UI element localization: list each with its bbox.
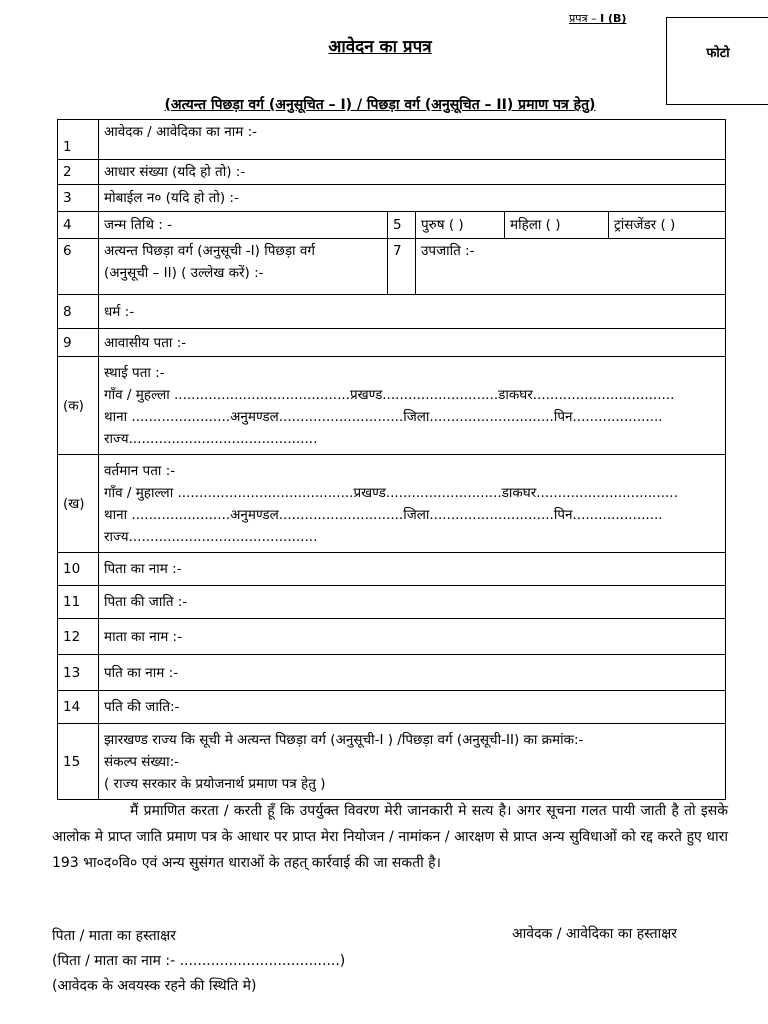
father-name-field[interactable]: पिता का नाम :- xyxy=(99,553,726,586)
row-number: 13 xyxy=(58,655,99,691)
table-row xyxy=(58,655,726,691)
current-address-label: वर्तमान पता :- xyxy=(104,462,176,479)
current-address-village-line: गाँव / मुहाल्ला .........................................प्रखण्ड...........................डाकघर................................. xyxy=(104,484,678,501)
declaration-text: मैं प्रमाणित करता / करती हूँ कि उपर्युक्त विवरण मेरी जानकारी मे सत्य है। अगर सूचना गलत पायी जाती है तो इसके आलोक मे प्राप्त जाति प्रमाण पत्र के आधार पर प्राप्त मेरा नियोजन / नामांकन / आरक्षण से प्राप्त अन्य सुविधाओं को रद्द करते हुए धारा 193 भा०द०वि० एवं अन्य सुसंगत धाराओं के तहत् कार्रवाई की जा सकती है। xyxy=(52,803,728,871)
table-row xyxy=(58,239,726,295)
applicant-signature-label: आवेदक / आवेदिका का हस्ताक्षर xyxy=(512,926,677,942)
subcaste-field[interactable]: उपजाति :- xyxy=(416,239,726,295)
form-number-code: I (B) xyxy=(600,12,627,25)
row-number: 3 xyxy=(58,185,99,212)
photo-label: फोटो xyxy=(706,46,730,61)
resolution-number-line: संकल्प संख्या:- xyxy=(104,753,180,770)
state-list-serial-line: झारखण्ड राज्य कि सूची मे अत्यन्त पिछड़ा वर्ग (अनुसूची-I ) /पिछड़ा वर्ग (अनुसूची-II) का क्रमांक:- xyxy=(104,731,584,748)
aadhaar-field[interactable]: आधार संख्या (यदि हो तो) :- xyxy=(99,160,726,185)
husband-caste-field[interactable]: पति की जाति:- xyxy=(99,691,726,724)
permanent-address-field[interactable] xyxy=(99,357,726,455)
row-number: 7 xyxy=(388,239,416,295)
application-form-table xyxy=(57,119,726,800)
table-row xyxy=(58,586,726,619)
table-row xyxy=(58,691,726,724)
parent-signature-label: पिता / माता का हस्ताक्षर xyxy=(52,928,176,944)
state-purpose-note: ( राज्य सरकार के प्रयोजनार्थ प्रमाण पत्र हेतु ) xyxy=(104,775,326,792)
row-number: 1 xyxy=(58,120,99,160)
table-row xyxy=(58,160,726,185)
religion-field[interactable]: धर्म :- xyxy=(99,295,726,329)
photo-box xyxy=(666,17,768,105)
row-number: 8 xyxy=(58,295,99,329)
row-number: 2 xyxy=(58,160,99,185)
table-row xyxy=(58,329,726,357)
table-row xyxy=(58,455,726,553)
residential-address-heading: आवासीय पता :- xyxy=(99,329,726,357)
row-number: (ख) xyxy=(58,455,99,553)
parent-signature-block xyxy=(52,924,345,999)
permanent-address-police-line: थाना .......................अनुमण्डल.............................जिला.............................पिन..................... xyxy=(104,408,663,425)
form-number-prefix: प्रपत्र – xyxy=(569,12,601,25)
permanent-address-label: स्थाई पता :- xyxy=(104,364,165,381)
page-title: आवेदन का प्रपत्र xyxy=(328,37,432,57)
row-number: 10 xyxy=(58,553,99,586)
row-number: 14 xyxy=(58,691,99,724)
mother-name-field[interactable]: माता का नाम :- xyxy=(99,619,726,655)
row-number: (क) xyxy=(58,357,99,455)
permanent-address-village-line: गाँव / मुहल्ला .........................................प्रखण्ड...........................डाकघर................................. xyxy=(104,386,675,403)
dob-field[interactable]: जन्म तिथि : - xyxy=(99,212,388,239)
row-number: 11 xyxy=(58,586,99,619)
state-list-serial-field[interactable] xyxy=(99,724,726,800)
category-field[interactable] xyxy=(99,239,388,295)
table-row xyxy=(58,212,726,239)
permanent-address-state-line: राज्य............................................ xyxy=(104,430,318,447)
table-row xyxy=(58,619,726,655)
father-caste-field[interactable]: पिता की जाति :- xyxy=(99,586,726,619)
row-number: 15 xyxy=(58,724,99,800)
gender-transgender-option[interactable]: ट्रांसजेंडर ( ) xyxy=(609,212,726,239)
table-row xyxy=(58,185,726,212)
table-row xyxy=(58,724,726,800)
gender-male-option[interactable]: पुरुष ( ) xyxy=(416,212,505,239)
category-label-line2: (अनुसूची – II) ( उल्लेख करें) :- xyxy=(104,265,264,281)
row-number: 12 xyxy=(58,619,99,655)
table-row xyxy=(58,120,726,160)
gender-female-option[interactable]: महिला ( ) xyxy=(505,212,609,239)
table-row xyxy=(58,553,726,586)
applicant-name-field[interactable]: आवेदक / आवेदिका का नाम :- xyxy=(99,120,726,160)
declaration-paragraph xyxy=(52,798,728,876)
row-number: 9 xyxy=(58,329,99,357)
table-row xyxy=(58,295,726,329)
mobile-field[interactable]: मोबाईल न० (यदि हो तो) :- xyxy=(99,185,726,212)
form-number xyxy=(569,11,626,26)
table-row xyxy=(58,357,726,455)
current-address-police-line: थाना .......................अनुमण्डल.............................जिला.............................पिन..................... xyxy=(104,506,663,523)
husband-name-field[interactable]: पति का नाम :- xyxy=(99,655,726,691)
page-subtitle: (अत्यन्त पिछड़ा वर्ग (अनुसूचित – I) / पिछड़ा वर्ग (अनुसूचित – II) प्रमाण पत्र हेतु) xyxy=(164,97,596,113)
parent-name-line: (पिता / माता का नाम :- ....................................) xyxy=(52,953,346,969)
minor-applicant-note: (आवेदक के अवयस्क रहने की स्थिति मे) xyxy=(52,978,257,994)
row-number: 4 xyxy=(58,212,99,239)
row-number: 6 xyxy=(58,239,99,295)
current-address-field[interactable] xyxy=(99,455,726,553)
row-number: 5 xyxy=(388,212,416,239)
category-label-line1: अत्यन्त पिछड़ा वर्ग (अनुसूची -I) पिछड़ा वर्ग xyxy=(104,243,315,259)
current-address-state-line: राज्य............................................ xyxy=(104,528,318,545)
